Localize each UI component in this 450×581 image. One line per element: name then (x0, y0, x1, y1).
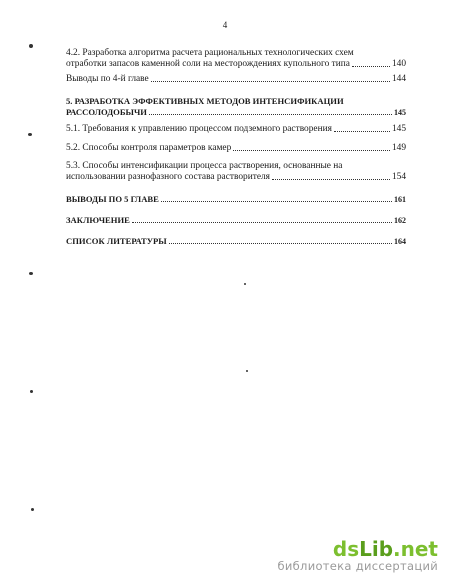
toc-page-number: 162 (394, 216, 406, 225)
toc-entry-line (66, 161, 406, 172)
toc-entry-line (66, 96, 406, 107)
toc-page-number: 154 (391, 172, 406, 182)
toc-entry-line (66, 48, 406, 59)
toc-page-number: 145 (391, 124, 406, 134)
toc-page-number: 145 (394, 108, 406, 117)
scan-speck (246, 370, 248, 372)
toc-entry-line (66, 143, 406, 154)
scan-speck (244, 283, 246, 285)
toc-entry-line (66, 236, 406, 247)
toc-entry (66, 96, 406, 118)
toc-entry-title: 5.2. Способы контроля параметров камер (66, 143, 232, 153)
dslib-watermark (277, 539, 438, 573)
toc-leader-dots (149, 113, 392, 115)
dslib-subtitle: библиотека диссертаций (277, 559, 438, 573)
toc-entry (66, 236, 406, 247)
toc-leader-dots (161, 200, 392, 202)
toc-entry-title: 5.1. Требования к управлению процессом подземного растворения (66, 124, 332, 134)
toc-page-number: 140 (391, 59, 406, 69)
toc-entry-line (66, 107, 406, 118)
toc-entry-line (66, 215, 406, 226)
toc-page-number: 149 (391, 143, 406, 153)
toc-leader-dots (352, 65, 390, 67)
toc-entry-title: отработки запасов каменной соли на месторождениях купольного типа (66, 59, 350, 69)
toc-entry (66, 143, 406, 154)
toc-entry (66, 124, 406, 135)
toc-entry-title: РАССОЛОДОБЫЧИ (66, 107, 147, 117)
toc-entry (66, 48, 406, 70)
toc-entry-title: использовании разнофазного состава растворителя (66, 172, 270, 182)
dslib-logo: dsLib.net (332, 537, 438, 561)
toc-entry (66, 215, 406, 226)
toc-leader-dots (151, 80, 390, 82)
toc-entry (66, 161, 406, 183)
toc-entry-line (66, 74, 406, 85)
scan-speck (29, 272, 33, 275)
toc-page-number: 144 (391, 74, 406, 84)
toc-leader-dots (334, 130, 390, 132)
toc-leader-dots (169, 242, 392, 244)
toc-entry-title: СПИСОК ЛИТЕРАТУРЫ (66, 236, 167, 246)
toc-leader-dots (233, 149, 390, 151)
toc-leader-dots (272, 178, 390, 180)
toc-entry-title: Выводы по 4-й главе (66, 74, 149, 84)
toc-entry-line (66, 194, 406, 205)
toc-entry-title: 5. РАЗРАБОТКА ЭФФЕКТИВНЫХ МЕТОДОВ ИНТЕНСИФИКАЦИИ (66, 96, 344, 106)
toc-entry-title: ВЫВОДЫ ПО 5 ГЛАВЕ (66, 194, 159, 204)
toc-entry (66, 74, 406, 85)
toc-entry-line (66, 59, 406, 70)
toc-entry-line (66, 172, 406, 183)
scan-speck (29, 44, 33, 48)
toc-entry-title: ЗАКЛЮЧЕНИЕ (66, 215, 130, 225)
toc-entry-title: 5.3. Способы интенсификации процесса растворения, основанные на (66, 161, 343, 171)
scan-speck (30, 390, 33, 393)
toc-entry-line (66, 124, 406, 135)
toc-page-number: 164 (394, 237, 406, 246)
scan-speck (28, 133, 32, 136)
toc-entry (66, 194, 406, 205)
scan-speck (31, 508, 34, 511)
toc-leader-dots (132, 221, 392, 223)
toc-entry-title: 4.2. Разработка алгоритма расчета рациональных технологических схем (66, 48, 354, 58)
toc-page-number: 161 (394, 195, 406, 204)
page-number: 4 (222, 20, 228, 30)
